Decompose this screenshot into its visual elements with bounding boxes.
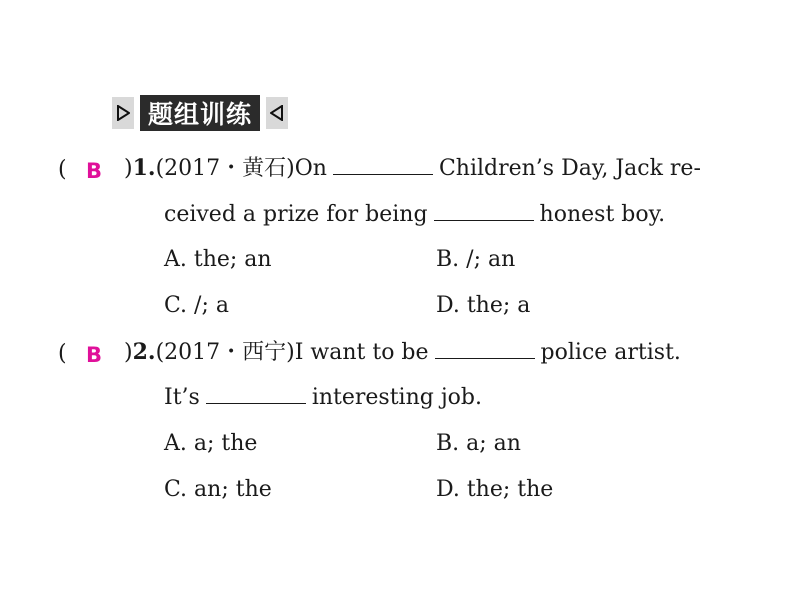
answer-paren-open: ( xyxy=(58,157,67,182)
answer-1: B xyxy=(86,159,103,183)
answer-blank xyxy=(206,385,306,404)
question-text: On xyxy=(294,156,327,181)
question-text: It’s xyxy=(164,385,200,410)
question-2-line-2 xyxy=(164,383,482,413)
question-1-line-1: )1.(2017・黄石)On Children’s Day, Jack re- xyxy=(124,155,701,181)
answer-paren-open: ( xyxy=(58,341,67,366)
option-a: A. a; the xyxy=(164,431,258,456)
question-source: (2017・黄石) xyxy=(155,156,295,181)
question-text: interesting job. xyxy=(311,385,482,410)
answer-2: B xyxy=(86,343,103,367)
question-1-line-2 xyxy=(164,200,665,230)
question-text: honest boy. xyxy=(539,202,666,227)
option-c: C. /; a xyxy=(164,293,229,318)
answer-blank xyxy=(434,202,534,221)
question-text: I want to be xyxy=(294,340,429,365)
option-a: A. the; an xyxy=(164,247,272,272)
section-banner xyxy=(112,95,288,131)
question-number: 2. xyxy=(132,339,156,365)
answer-blank xyxy=(333,156,433,175)
question-text: ceived a prize for being xyxy=(164,202,428,227)
question-text: police artist. xyxy=(540,340,681,365)
option-b: B. a; an xyxy=(436,431,521,456)
question-2-line-1: )2.(2017・西宁)I want to be police artist. xyxy=(124,339,681,365)
question-number: 1. xyxy=(132,155,156,181)
answer-blank xyxy=(435,340,535,359)
option-d: D. the; a xyxy=(436,293,531,318)
play-left-icon xyxy=(266,97,288,129)
play-right-icon xyxy=(112,97,134,129)
question-source: (2017・西宁) xyxy=(155,340,295,365)
option-c: C. an; the xyxy=(164,477,272,502)
option-d: D. the; the xyxy=(436,477,554,502)
banner-title: 题组训练 xyxy=(140,95,260,131)
question-text: Children’s Day, Jack re- xyxy=(438,156,701,181)
option-b: B. /; an xyxy=(436,247,516,272)
